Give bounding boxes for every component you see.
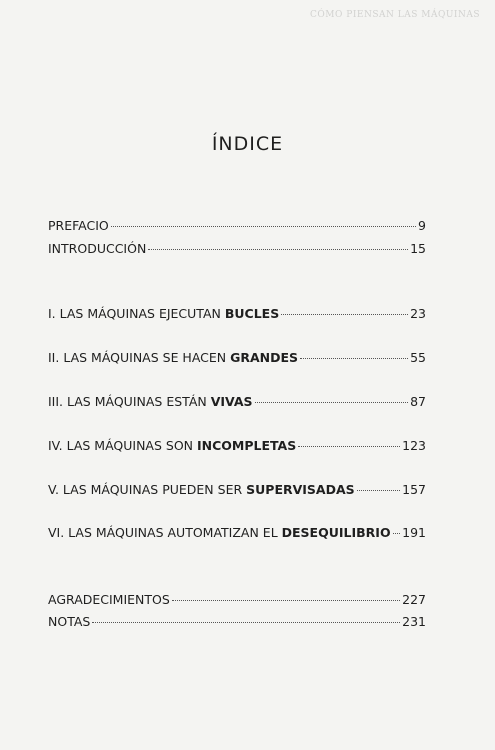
toc-leader-dots — [281, 314, 408, 315]
toc-entry-chapter-4[interactable] — [48, 438, 426, 453]
toc-entry-chapter-3[interactable] — [48, 394, 426, 409]
toc-entry-label: I. LAS MÁQUINAS EJECUTAN BUCLES — [48, 306, 280, 321]
toc-entry-chapter-2[interactable] — [48, 350, 426, 365]
toc-leader-dots — [298, 446, 400, 447]
toc-entry-chapter-1[interactable] — [48, 306, 426, 321]
toc-page-number: 123 — [402, 438, 426, 453]
toc-leader-dots — [172, 600, 400, 601]
toc-entry-chapter-6[interactable] — [48, 525, 426, 540]
toc-entry-introduccion[interactable] — [48, 241, 426, 256]
toc-entry-label: PREFACIO — [48, 218, 109, 233]
page-title: ÍNDICE — [211, 133, 284, 155]
toc-entry-label: III. LAS MÁQUINAS ESTÁN VIVAS — [48, 394, 253, 409]
toc-page-number: 157 — [402, 482, 426, 497]
toc-page-number: 15 — [410, 241, 426, 256]
toc-page-number: 191 — [402, 525, 426, 540]
toc-page-number: 55 — [410, 350, 426, 365]
toc-leader-dots — [148, 249, 408, 250]
toc-entry-label: II. LAS MÁQUINAS SE HACEN GRANDES — [48, 350, 299, 365]
toc-entry-label: VI. LAS MÁQUINAS AUTOMATIZAN EL DESEQUILIBRIO — [48, 525, 391, 540]
toc-leader-dots — [393, 533, 401, 534]
toc-entry-label: NOTAS — [48, 614, 91, 629]
toc-page-number: 227 — [402, 592, 426, 607]
toc-leader-dots — [92, 622, 400, 623]
toc-leader-dots — [255, 402, 409, 403]
toc-leader-dots — [111, 226, 416, 227]
toc-entry-prefacio[interactable] — [48, 218, 426, 233]
toc-leader-dots — [357, 490, 400, 491]
toc-entry-label: AGRADECIMIENTOS — [48, 592, 170, 607]
toc-page-number: 23 — [410, 306, 426, 321]
toc-leader-dots — [300, 358, 408, 359]
toc-page-number: 9 — [418, 218, 426, 233]
toc-entry-label: INTRODUCCIÓN — [48, 241, 147, 256]
toc-entry-label: V. LAS MÁQUINAS PUEDEN SER SUPERVISADAS — [48, 482, 355, 497]
toc-entry-agradecimientos[interactable] — [48, 592, 426, 607]
running-head: CÓMO PIENSAN LAS MÁQUINAS — [310, 10, 480, 20]
toc-entry-chapter-5[interactable] — [48, 482, 426, 497]
toc-entry-notas[interactable] — [48, 614, 426, 629]
toc-page-number: 231 — [402, 614, 426, 629]
toc-page-number: 87 — [410, 394, 426, 409]
toc-entry-label: IV. LAS MÁQUINAS SON INCOMPLETAS — [48, 438, 297, 453]
